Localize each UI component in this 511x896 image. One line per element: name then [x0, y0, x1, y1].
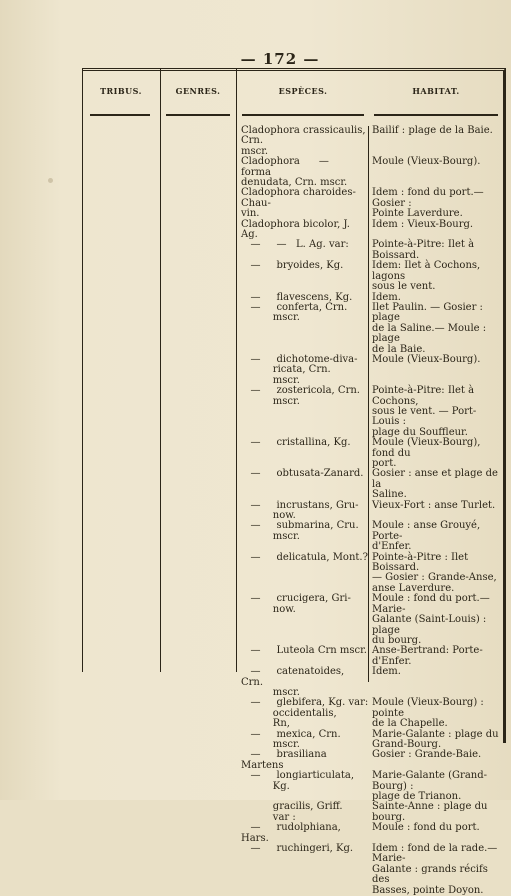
species-cell: — incrustans, Gru- now. [250, 499, 359, 522]
species-cell: Cladophora bicolor, J. Ag. [241, 218, 354, 241]
habitat-cell: Moule : fond du port. [372, 822, 480, 834]
species-cell: — zostericola, Crn. mscr. [250, 385, 360, 407]
species-cell: Cladophora crassicaulis, Crn. mscr. [241, 125, 366, 157]
habitat-cell: Idem. [372, 666, 401, 678]
header-habitat: HABITAT. [412, 86, 460, 96]
header-rule [374, 114, 498, 116]
header-tribus: TRIBUS. [100, 86, 142, 96]
species-cell: — flavescens, Kg. [241, 291, 353, 303]
species-cell: — longiarticulata, Kg. [250, 770, 355, 792]
species-cell: — — L. Ag. var: [241, 239, 349, 251]
habitat-cell: Marie-Galante : plage du Grand-Bourg. [372, 728, 499, 750]
habitat-cell: Gosier : Grande-Baie. [372, 749, 482, 761]
habitat-cell: Idem. [372, 291, 401, 303]
column-divider [82, 68, 83, 672]
species-cell: — rudolphiana, Hars. [241, 822, 345, 844]
header-especes: ESPÈCES. [278, 86, 328, 96]
species-cell: — cristallina, Kg. [241, 437, 351, 449]
habitat-cell: Idem : fond du port.— Gosier : Pointe Laverdure. [372, 187, 484, 220]
species-cell: — crucigera, Gri- now. [250, 593, 351, 615]
table-row [239, 667, 501, 698]
habitat-cell: Marie-Galante (Grand-Bourg) : plage de Trianon. [372, 770, 487, 802]
habitat-cell: Sainte-Anne : plage du bourg. [372, 801, 491, 823]
table-row [239, 646, 501, 667]
habitat-cell: Idem : fond de la rade.— Marie- Galante : grands récifs des Basses, pointe Doyon. [372, 843, 498, 896]
habitat-cell: Moule (Vieux-Bourg). [372, 353, 481, 365]
table-row [239, 501, 501, 522]
table-row [239, 553, 501, 595]
table-row [239, 771, 501, 802]
table-row [239, 303, 501, 355]
habitat-cell: Anse-Bertrand: Porte-d'Enfer. [372, 645, 483, 667]
species-table [239, 126, 501, 896]
species-cell: — ruchingeri, Kg. [241, 843, 354, 855]
habitat-cell: Moule (Vieux-Bourg). [372, 156, 481, 168]
species-cell: — dichotome-diva- ricata, Crn. mscr. [250, 353, 358, 386]
table-row [239, 469, 501, 500]
table-row [239, 823, 501, 844]
species-cell: — mexica, Crn. mscr. [250, 728, 341, 750]
table-row [239, 438, 501, 469]
species-cell: — submarina, Cru. mscr. [250, 520, 359, 542]
header-rule [90, 114, 150, 116]
column-divider [160, 68, 161, 672]
table-row [239, 126, 501, 157]
table-row [239, 750, 501, 771]
species-cell: gracilis, Griff. var : [272, 801, 343, 823]
header-rule [166, 114, 230, 116]
header-genres: GENRES. [175, 86, 221, 96]
table-row [239, 802, 501, 823]
species-cell: — catenatoides, Crn. mscr. [241, 666, 345, 698]
table-row [239, 240, 501, 261]
species-cell: — bryoides, Kg. [241, 260, 344, 272]
habitat-cell: Idem: Ilet à Cochons, lagons sous le vent. [372, 260, 481, 293]
habitat-cell: Pointe-à-Pitre : Ilet Boissard. — Gosier : Grande-Anse, anse Laverdure. [372, 551, 497, 594]
habitat-cell: Gosier : anse et plage de la Saline. [372, 468, 498, 501]
table-row [239, 698, 501, 729]
species-cell: — conferta, Crn. mscr. [250, 301, 348, 324]
species-cell: — brasiliana Martens [241, 749, 330, 771]
ink-spot [48, 178, 53, 183]
table-row [239, 188, 501, 219]
page-number: — 172 — [240, 50, 320, 68]
habitat-cell: Pointe-à-Pitre: Ilet à Cochons, sous le vent. — Port-Louis : plage du Souffleur. [372, 385, 477, 438]
habitat-cell: Moule (Vieux-Bourg), fond du port. [372, 437, 481, 469]
table-row [239, 386, 501, 438]
habitat-cell: Bailif : plage de la Baie. [372, 125, 493, 136]
header-rule [242, 114, 364, 116]
table-row [239, 521, 501, 552]
species-cell: — obtusata-Zanard. [241, 468, 364, 480]
table-row [239, 844, 501, 896]
table-row [239, 157, 501, 188]
habitat-cell: Ilet Paulin. — Gosier : plage de la Saline.— Moule : plage de la Baie. [372, 301, 487, 355]
table-row [239, 730, 501, 751]
table-row [239, 261, 501, 292]
table-row [239, 220, 501, 241]
species-cell: Cladophora — forma denudata, Crn. mscr. [241, 156, 348, 189]
table-row [239, 594, 501, 646]
species-cell: — Luteola Crn mscr. [241, 645, 367, 657]
habitat-cell: Moule (Vieux-Bourg) : pointe de la Chapelle. [372, 697, 484, 730]
species-cell: — glebifera, Kg. var: occidentalis, Rn, [250, 697, 369, 730]
habitat-cell: Moule : anse Grouyé, Porte- d'Enfer. [372, 520, 481, 553]
habitat-cell: Idem : Vieux-Bourg. [372, 218, 474, 230]
habitat-cell: Pointe-à-Pitre: Ilet à Boissard. [372, 239, 478, 261]
species-cell: Cladophora charoides-Chau- vin. [241, 187, 356, 220]
species-cell: — delicatula, Mont.? [241, 551, 368, 563]
habitat-cell: Vieux-Fort : anse Turlet. [372, 499, 496, 511]
table-row [239, 355, 501, 386]
habitat-cell: Moule : fond du port.— Marie- Galante (Saint-Louis) : plage du bourg. [372, 593, 490, 646]
column-divider [236, 68, 237, 672]
